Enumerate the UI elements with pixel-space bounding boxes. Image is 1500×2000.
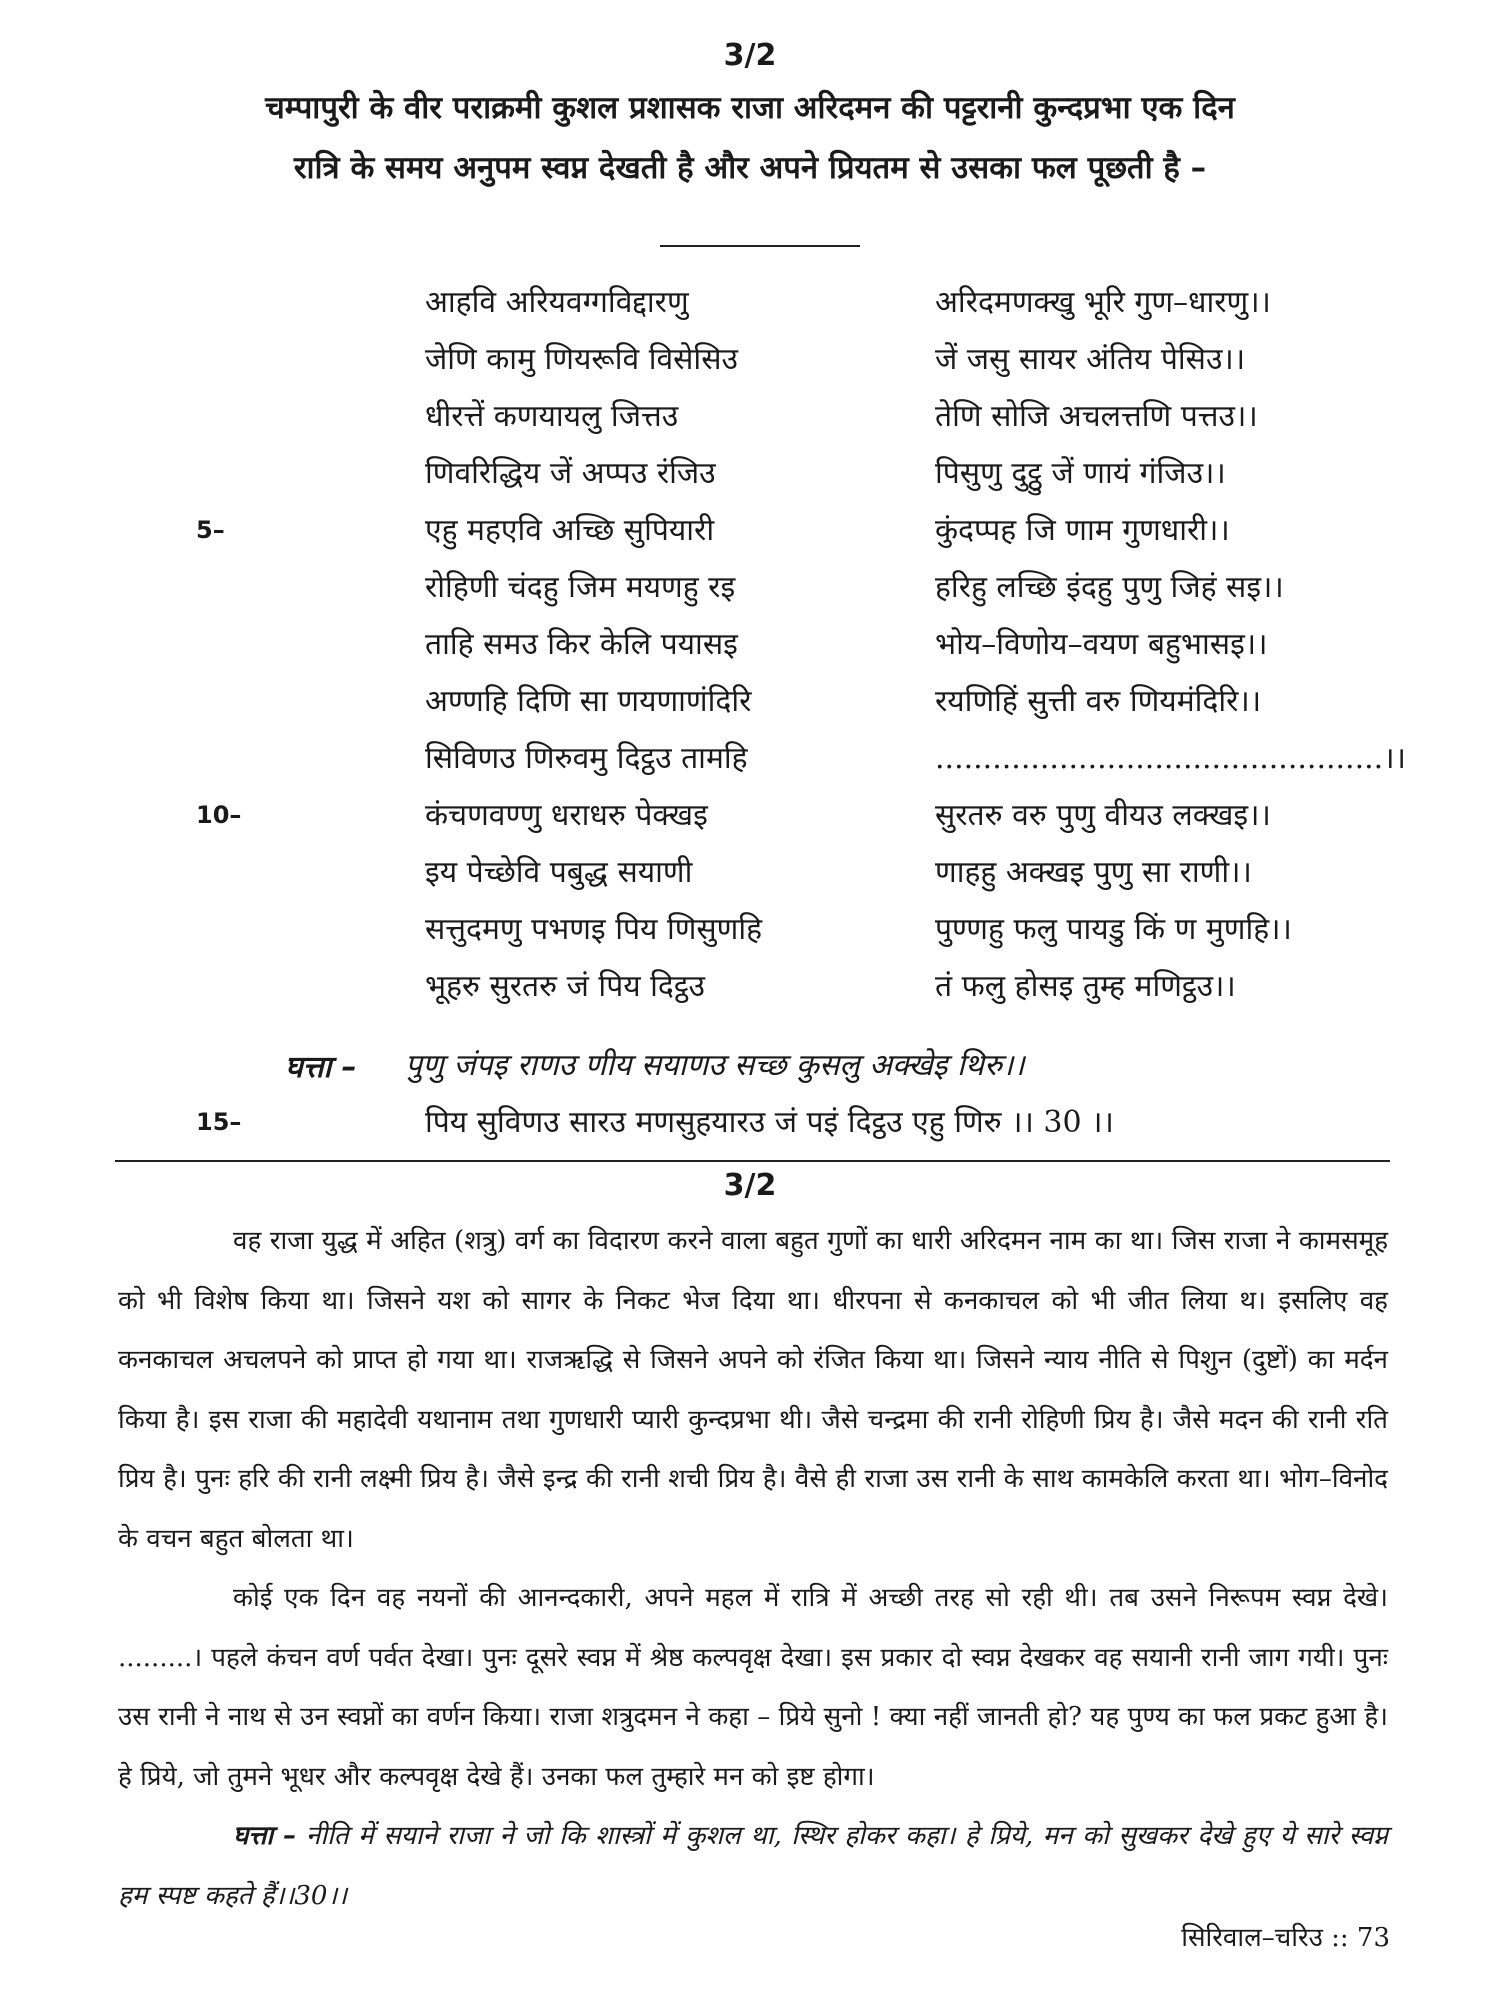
verse-second-half: भोय–विणोय–वयण बहुभासइ।। — [935, 627, 1268, 662]
verse-first-half: धीरत्तें कणयायलु जित्तउ — [425, 399, 679, 434]
translation-ghatta — [118, 1807, 1388, 1926]
verse-line — [0, 907, 1500, 964]
verse-first-half: एहु महएवि अच्छि सुपियारी — [425, 513, 715, 548]
ghatta-translation: नीति में सयाने राजा ने जो कि शास्त्रों में कुशल था, स्थिर होकर कहा। हे प्रिये, मन को सुखकर देखे हुए ये सारे स्वप्न हम स्पष्ट कहते हैं।।30।। — [118, 1821, 1389, 1911]
ghatta-label: घत्ता – — [233, 1821, 297, 1851]
verse-second-half: अरिदमणक्खु भूरि गुण–धारणु।। — [935, 285, 1271, 320]
verse-second-half: तं फलु होसइ तुम्ह मणिट्ठउ।। — [935, 969, 1236, 1004]
verse-line — [0, 394, 1500, 451]
verse-second-half: जें जसु सायर अंतिय पेसिउ।। — [935, 342, 1246, 377]
verse-second-half: पिसुणु दुट्ठु जें णायं गंजिउ।। — [935, 456, 1226, 491]
verse-second-half: णाहहु अक्खइ पुणु सा राणी।। — [935, 855, 1252, 890]
heading-divider — [660, 245, 860, 247]
verse-first-half: भूहरु सुरतरु जं पिय दिट्ठउ — [425, 969, 705, 1004]
verse-line — [0, 622, 1500, 679]
verse-first-half: ताहि समउ किर केलि पयासइ — [425, 627, 738, 662]
verse-second-half: रयणिहिं सुत्ती वरु णियमंदिरि।। — [935, 684, 1262, 719]
ghatta-text: पुणु जंपइ राणउ णीय सयाणउ सच्छ कुसलु अक्खेइ थिरु।। — [405, 1048, 1025, 1083]
translation-text — [118, 1212, 1388, 1926]
verse-first-half: सिविणउ णिरुवमु दिट्ठउ तामहि — [425, 741, 748, 776]
verse-line — [0, 508, 1500, 565]
page-footer: सिरिवाल–चरिउ :: 73 — [1181, 1923, 1390, 1953]
translation-paragraph-2: कोई एक दिन वह नयनों की आनन्दकारी, अपने महल में रात्रि में अच्छी तरह सो रही थी। तब उसने निरूपम स्वप्न देखे। .........। पहले कंचन वर्ण पर्वत देखा। पुनः दूसरे स्वप्न में श्रेष्ठ कल्पवृक्ष देखा। इस प्रकार दो स्वप्न देखकर वह सयानी रानी जाग गयी। पुनः उस रानी ने नाथ से उन स्वप्नों का वर्णन किया। राजा शत्रुदमन ने कहा – प्रिये सुनो ! क्या नहीं जानती हो? यह पुण्य का फल प्रकट हुआ है। हे प्रिये, जो तुमने भूधर और कल्पवृक्ष देखे हैं। उनका फल तुम्हारे मन को इष्ट होगा। — [118, 1583, 1388, 1792]
verse-line — [0, 736, 1500, 793]
verse-number: 15– — [196, 1108, 242, 1136]
verse-first-half: कंचणवण्णु धराधरु पेक्खइ — [425, 798, 708, 833]
verse-second-half: हरिहु लच्छि इंदहु पुणु जिहं सइ।। — [935, 570, 1284, 605]
verse-second-half: सुरतरु वरु पुणु वीयउ लक्खइ।। — [935, 798, 1271, 833]
verse-first-half: णिवरिद्धिय जें अप्पउ रंजिउ — [425, 456, 716, 491]
verse-first-half: आहवि अरियवग्गविद्दारणु — [425, 285, 689, 320]
verse-line — [0, 565, 1500, 622]
verse-first-half: रोहिणी चंदहु जिम मयणहु रइ — [425, 570, 736, 605]
heading-line-2: रात्रि के समय अनुपम स्वप्न देखती है और अपने प्रियतम से उसका फल पूछती है – — [293, 150, 1207, 186]
verse-line — [0, 850, 1500, 907]
verse-list — [0, 280, 1500, 1021]
translation-number: 3/2 — [723, 1168, 777, 1203]
verse-number: 10– — [196, 801, 242, 829]
verse-first-half: इय पेच्छेवि पबुद्ध सयाणी — [425, 855, 693, 890]
verse-line — [0, 337, 1500, 394]
ghatta-verse — [0, 1043, 1500, 1100]
verse-number: 5– — [196, 516, 225, 544]
verse-second-half: ...............................................।। — [935, 741, 1406, 776]
section-divider — [115, 1160, 1390, 1162]
final-verse — [0, 1100, 1500, 1157]
verse-line — [0, 964, 1500, 1021]
final-verse-text: पिय सुविणउ सारउ मणसुहयारउ जं पइं दिट्ठउ एहु णिरु ।। 30 ।। — [425, 1105, 1114, 1140]
verse-first-half: सत्तुदमणु पभणइ पिय णिसुणहि — [425, 912, 763, 947]
verse-first-half: अण्णहि दिणि सा णयणाणंदिरि — [425, 684, 752, 719]
verse-second-half: पुण्णहु फलु पायडु किं ण मुणहि।। — [935, 912, 1292, 947]
verse-line — [0, 451, 1500, 508]
verse-line — [0, 280, 1500, 337]
verse-first-half: जेणि कामु णियरूवि विसेसिउ — [425, 342, 738, 377]
verse-line — [0, 793, 1500, 850]
verse-second-half: तेणि सोजि अचलत्तणि पत्तउ।। — [935, 399, 1258, 434]
verse-second-half: कुंदप्पह जि णाम गुणधारी।। — [935, 513, 1230, 548]
verse-line — [0, 679, 1500, 736]
ghatta-label: घत्ता – — [285, 1050, 357, 1085]
chapter-heading — [150, 78, 1350, 198]
heading-line-1: चम्पापुरी के वीर पराक्रमी कुशल प्रशासक राजा अरिदमन की पट्टरानी कुन्दप्रभा एक दिन — [265, 90, 1235, 126]
section-number: 3/2 — [723, 38, 777, 73]
translation-paragraph-1: वह राजा युद्ध में अहित (शत्रु) वर्ग का विदारण करने वाला बहुत गुणों का धारी अरिदमन नाम का था। जिस राजा ने कामसमूह को भी विशेष किया था। जिसने यश को सागर के निकट भेज दिया था। धीरपना से कनकाचल को भी जीत लिया थ। इसलिए वह कनकाचल अचलपने को प्राप्त हो गया था। राजऋद्धि से जिसने अपने को रंजित किया था। जिसने न्याय नीति से पिशुन (दुष्टों) का मर्दन किया है। इस राजा की महादेवी यथानाम तथा गुणधारी प्यारी कुन्दप्रभा थी। जैसे चन्द्रमा की रानी रोहिणी प्रिय है। जैसे मदन की रानी रति प्रिय है। पुनः हरि की रानी लक्ष्मी प्रिय है। जैसे इन्द्र की रानी शची प्रिय है। वैसे ही राजा उस रानी के साथ कामकेलि करता था। भोग–विनोद के वचन बहुत बोलता था। — [118, 1226, 1388, 1554]
